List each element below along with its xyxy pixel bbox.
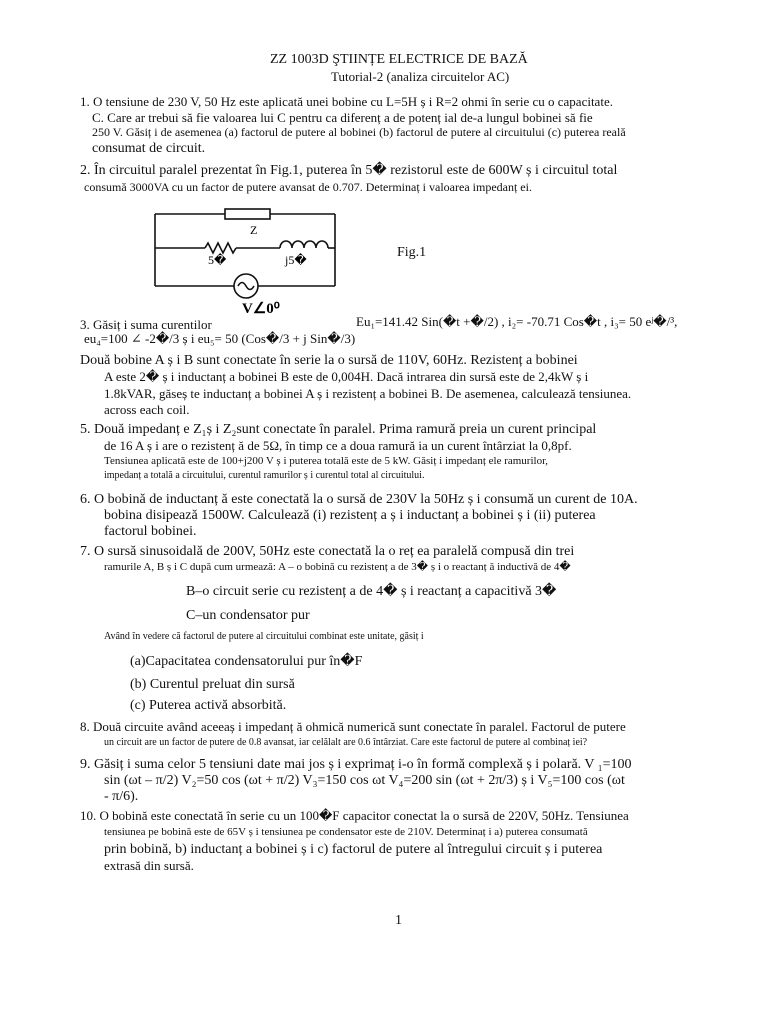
- q2-line-1: 2. În circuitul paralel prezentat în Fig.1, puterea în 5� rezistorul este de 600W ș i circuitul total: [80, 163, 618, 178]
- inductor-symbol: [280, 241, 328, 248]
- q7-branch-b: B–o circuit serie cu rezistenț a de 4� ș i reactanț a capacitivă 3�: [186, 584, 557, 599]
- sine-icon: [238, 283, 254, 290]
- q1-line-1: 1. O tensiune de 230 V, 50 Hz este aplicată unei bobine cu L=5H ș i R=2 ohmi în serie cu o capacitate.: [80, 94, 613, 109]
- q9-line-2: sin (ωt – π/2) V₂=50 cos (ωt + π/2) V₃=150 cos ωt V₄=200 sin (ωt + 2π/3) ș i V₅=100 cos (ωt: [104, 773, 625, 788]
- q4-line-3: 1.8kVAR, găseș te inductanț a bobinei A ș i rezistenț a bobinei B. De asemenea, calculează tensiunea.: [104, 386, 632, 401]
- q8-line-2: un circuit are un factor de putere de 0.8 avansat, iar celălalt are 0.6 întârziat. Care este factorul de putere al combinaț iei?: [104, 737, 588, 748]
- document-subtitle: Tutorial-2 (analiza circuitelor AC): [331, 69, 510, 84]
- q3-line-2: eu₄=100 ∠ -2�/3 ș i eu₅= 50 (Cos�/3 + j Sin�/3): [84, 331, 356, 346]
- q1-line-2: C. Care ar trebui să fie valoarea lui C pentru ca diferenț a de potenț ial de-a lungul bobinei să fie: [92, 110, 593, 125]
- q4-line-2: A este 2� ș i inductanț a bobinei B este de 0,004H. Dacă intrarea din sursă este de 2,4kW ș i: [104, 369, 589, 384]
- q6-line-3: factorul bobinei.: [104, 524, 197, 539]
- q7-line-2: ramurile A, B ș i C după cum urmează: A – o bobină cu rezistenț a de 3� ș i o reactanț ă inductivă de 4�: [104, 561, 571, 573]
- q7-item-c: (c) Puterea activă absorbită.: [130, 698, 287, 713]
- q4-line-1: Două bobine A ș i B sunt conectate în serie la o sursă de 110V, 60Hz. Rezistenț a bobinei: [80, 353, 578, 368]
- circuit-diagram: [150, 198, 380, 316]
- q7-given: Având în vedere că factorul de putere al circuitului combinat este unitate, găsiț i: [104, 631, 424, 642]
- q7-item-a: (a)Capacitatea condensatorului pur în�F: [130, 654, 363, 669]
- q7-line-1: 7. O sursă sinusoidală de 200V, 50Hz este conectată la o reț ea paralelă compusă din trei: [80, 544, 575, 559]
- q4-line-4: across each coil.: [104, 402, 190, 417]
- q1-line-3: 250 V. Găsiț i de asemenea (a) factorul de putere al bobinei (b) factorul de putere al circuitului (c) puterea reală: [92, 125, 626, 139]
- q3-line-1-formula: Eu₁=141.42 Sin(�t +�/2) , i₂= -70.71 Cos�t , i₃= 50 eʲ�/³,: [356, 314, 678, 329]
- inductor-label: j5�: [285, 253, 307, 267]
- q5-line-4: impedanț a totală a circuitului, curentul ramurilor ș i curentul total al circuitului.: [104, 470, 425, 481]
- figure-caption: Fig.1: [397, 245, 427, 260]
- source-label: V∠0⁰: [242, 301, 280, 316]
- q7-branch-c: C–un condensator pur: [186, 608, 310, 623]
- page-number: 1: [395, 913, 402, 928]
- q1-line-4: consumat de circuit.: [92, 141, 206, 156]
- impedance-z-box: [225, 209, 270, 219]
- z-label: Z: [250, 223, 258, 237]
- resistor-label: 5�: [208, 253, 227, 267]
- q7-item-b: (b) Curentul preluat din sursă: [130, 677, 295, 692]
- q10-line-3: prin bobină, b) inductanț a bobinei ș i c) factorul de putere al întregului circuit ș i puterea: [104, 842, 603, 857]
- q5-line-3: Tensiunea aplicată este de 100+j200 V ș i puterea totală este de 5 kW. Găsiț i impedanț ele ramurilor,: [104, 455, 549, 467]
- q9-line-1: 9. Găsiț i suma celor 5 tensiuni date mai jos ș i exprimaț i-o în formă complexă ș i polară. V ₁=100: [80, 757, 632, 772]
- q5-line-1: 5. Două impedanț e Z₁ș i Z₂sunt conectate în paralel. Prima ramură preia un curent principal: [80, 422, 597, 437]
- q2-line-2: consumă 3000VA cu un factor de putere avansat de 0.707. Determinaț i valoarea impedanț ei.: [84, 180, 532, 194]
- resistor-symbol: [205, 243, 236, 253]
- q8-line-1: 8. Două circuite având aceeaș i impedanț ă ohmică numerică sunt conectate în paralel. Factorul de putere: [80, 719, 626, 734]
- q5-line-2: de 16 A ș i are o rezistenț ă de 5Ω, în timp ce a doua ramură ia un curent întârziat la 0,8pf.: [104, 438, 572, 453]
- document-title: ZZ 1003D ŞTIINȚE ELECTRICE DE BAZĂ: [270, 52, 528, 67]
- q3-line-1: 3. Găsiț i suma curentilor: [80, 317, 212, 332]
- q6-line-2: bobina disipează 1500W. Calculează (i) rezistenț a ș i inductanț a bobinei ș i (ii) puterea: [104, 508, 596, 523]
- q10-line-2: tensiunea pe bobină este de 65V ș i tensiunea pe condensator este de 210V. Determinaț i a) puterea consumată: [104, 826, 588, 838]
- q10-line-1: 10. O bobină este conectată în serie cu un 100�F capacitor conectat la o sursă de 220V, 50Hz. Tensiunea: [80, 808, 629, 823]
- q6-line-1: 6. O bobină de inductanț ă este conectată la o sursă de 230V la 50Hz ș i consumă un curent de 10A.: [80, 492, 638, 507]
- q10-line-4: extrasă din sursă.: [104, 858, 194, 873]
- q9-line-3: - π/6).: [104, 789, 139, 804]
